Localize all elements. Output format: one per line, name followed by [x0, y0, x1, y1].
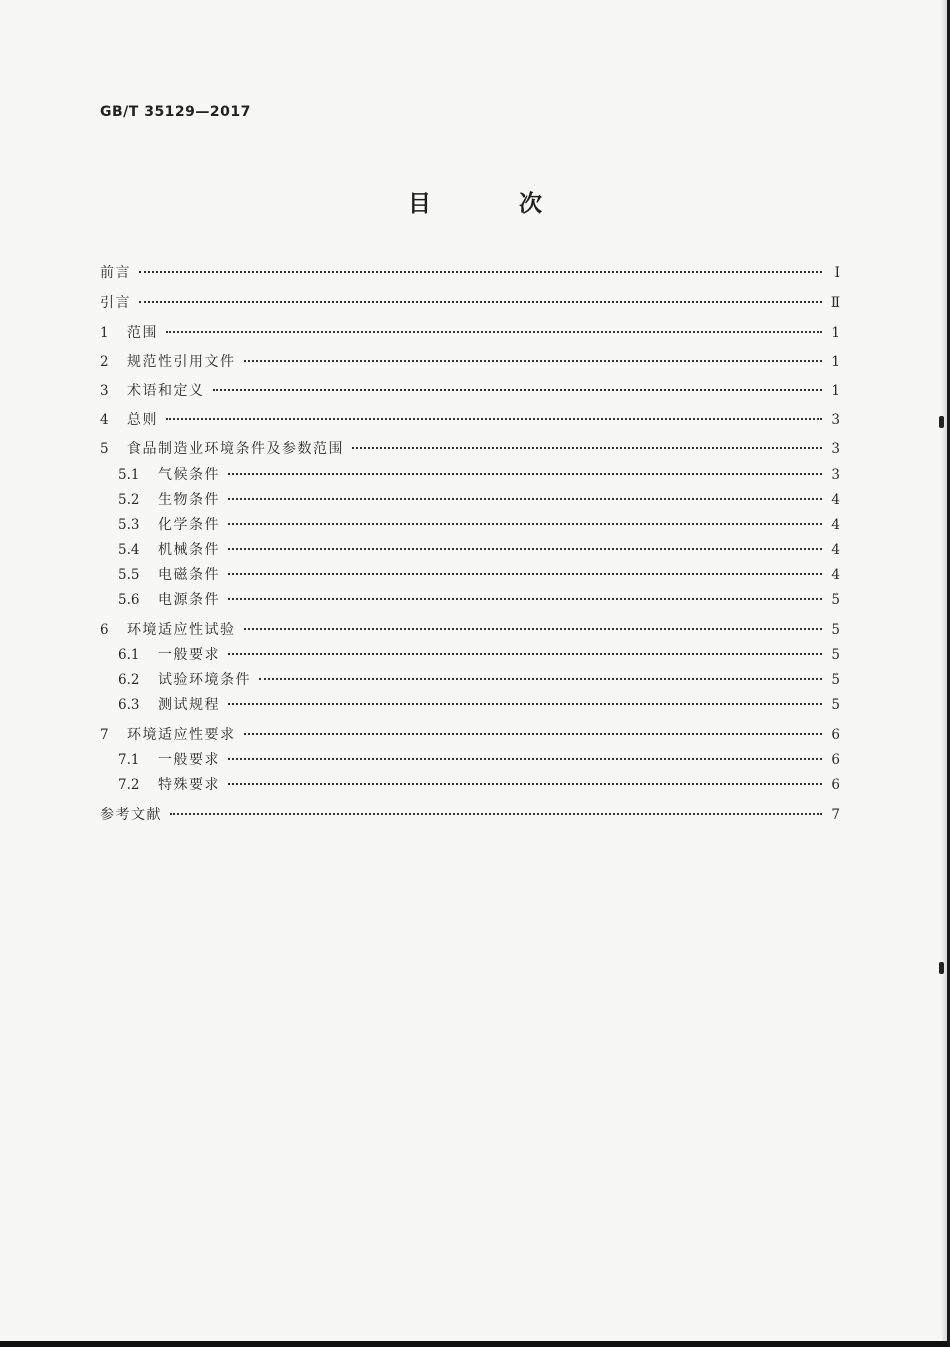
dot-leader [166, 331, 822, 333]
toc-entry[interactable] [100, 539, 840, 561]
dot-leader [228, 523, 822, 525]
toc-entry-page-number: 1 [831, 354, 840, 370]
toc-entry-page-number: 3 [831, 441, 840, 457]
toc-entry[interactable] [100, 724, 840, 746]
toc-entry-number: 5 [100, 441, 109, 457]
toc-entry-page-number: 4 [831, 567, 840, 583]
toc-entry[interactable] [100, 292, 840, 314]
toc-entry-page-number: 5 [831, 622, 840, 638]
toc-entry[interactable] [100, 564, 840, 586]
toc-entry-page-number: 4 [831, 517, 840, 533]
toc-entry[interactable] [100, 514, 840, 536]
standard-number: GB/T 35129—2017 [100, 104, 251, 120]
toc-entry-label: 一般要求 [158, 752, 220, 768]
toc-entry-label: 参考文献 [100, 807, 162, 823]
toc-entry-page-number: Ⅱ [830, 295, 840, 311]
page-title: 目 次 [407, 191, 582, 217]
dot-leader [244, 360, 823, 362]
toc-entry-page-number: 6 [831, 727, 840, 743]
toc-entry[interactable] [100, 644, 840, 666]
dot-leader [228, 758, 822, 760]
toc-entry-page-number: 5 [831, 672, 840, 688]
toc-entry-page-number: 5 [831, 647, 840, 663]
dot-leader [228, 573, 822, 575]
toc-entry-label: 前言 [100, 265, 131, 281]
toc-entry[interactable] [100, 380, 840, 402]
toc-entry-number: 2 [100, 354, 109, 370]
toc-entry-number: 6.1 [118, 647, 140, 663]
toc-entry[interactable] [100, 464, 840, 486]
toc-entry-number: 5.5 [118, 567, 140, 583]
toc-entry-number: 6.2 [118, 672, 140, 688]
toc-entry-number: 4 [100, 412, 109, 428]
toc-entry-label: 特殊要求 [158, 777, 220, 793]
dot-leader [213, 389, 823, 391]
toc-entry-number: 3 [100, 383, 109, 399]
dot-leader [244, 733, 823, 735]
toc-entry[interactable] [100, 489, 840, 511]
dot-leader [228, 783, 822, 785]
toc-entry-number: 5.3 [118, 517, 140, 533]
toc-entry-page-number: 5 [831, 697, 840, 713]
toc-entry-label: 环境适应性要求 [127, 727, 236, 743]
toc-entry[interactable] [100, 409, 840, 431]
dot-leader [228, 498, 822, 500]
toc-entry-page-number: 4 [831, 492, 840, 508]
toc-entry-label: 术语和定义 [127, 383, 205, 399]
toc-entry-page-number: 5 [831, 592, 840, 608]
toc-entry-label: 化学条件 [158, 517, 220, 533]
dot-leader [139, 271, 822, 273]
toc-entry-number: 6 [100, 622, 109, 638]
toc-entry-page-number: 3 [831, 412, 840, 428]
dot-leader [228, 653, 822, 655]
toc-entry-number: 5.2 [118, 492, 140, 508]
toc-entry-label: 总则 [127, 412, 158, 428]
toc-entry-label: 食品制造业环境条件及参数范围 [127, 441, 344, 457]
dot-leader [139, 301, 822, 303]
toc-entry-page-number: 6 [831, 752, 840, 768]
dot-leader [259, 678, 822, 680]
toc-entry-label: 电磁条件 [158, 567, 220, 583]
dot-leader [228, 548, 822, 550]
dot-leader [166, 418, 822, 420]
toc-entry[interactable] [100, 589, 840, 611]
dot-leader [228, 598, 822, 600]
toc-entry-page-number: Ⅰ [834, 265, 840, 281]
toc-entry[interactable] [100, 804, 840, 826]
toc-entry-page-number: 4 [831, 542, 840, 558]
toc-entry[interactable] [100, 438, 840, 460]
toc-entry-number: 1 [100, 325, 109, 341]
toc-entry-label: 一般要求 [158, 647, 220, 663]
toc-entry-page-number: 1 [831, 383, 840, 399]
toc-entry-number: 7.1 [118, 752, 140, 768]
scan-mark [939, 962, 944, 974]
toc-entry-number: 7 [100, 727, 109, 743]
dot-leader [244, 628, 823, 630]
toc-entry-page-number: 6 [831, 777, 840, 793]
toc-entry[interactable] [100, 774, 840, 796]
scan-mark [939, 416, 944, 428]
toc-entry-number: 5.1 [118, 467, 140, 483]
toc-entry-number: 5.6 [118, 592, 140, 608]
toc-entry[interactable] [100, 322, 840, 344]
toc-entry-page-number: 7 [831, 807, 840, 823]
toc-entry-label: 规范性引用文件 [127, 354, 236, 370]
toc-entry-label: 环境适应性试验 [127, 622, 236, 638]
toc-entry[interactable] [100, 262, 840, 284]
toc-entry[interactable] [100, 749, 840, 771]
toc-entry-label: 电源条件 [158, 592, 220, 608]
toc-entry[interactable] [100, 694, 840, 716]
toc-entry-label: 生物条件 [158, 492, 220, 508]
toc-entry[interactable] [100, 669, 840, 691]
toc-entry-number: 7.2 [118, 777, 140, 793]
toc-entry-label: 机械条件 [158, 542, 220, 558]
toc-entry-label: 测试规程 [158, 697, 220, 713]
toc-entry-label: 范围 [127, 325, 158, 341]
dot-leader [228, 703, 822, 705]
toc-entry-number: 5.4 [118, 542, 140, 558]
toc-entry-page-number: 3 [831, 467, 840, 483]
toc-entry-label: 气候条件 [158, 467, 220, 483]
dot-leader [170, 813, 822, 815]
dot-leader [352, 447, 822, 449]
toc-entry-label: 引言 [100, 295, 131, 311]
toc-entry[interactable] [100, 351, 840, 373]
toc-entry[interactable] [100, 619, 840, 641]
toc-entry-number: 6.3 [118, 697, 140, 713]
toc-entry-label: 试验环境条件 [158, 672, 251, 688]
dot-leader [228, 473, 822, 475]
toc-entry-page-number: 1 [831, 325, 840, 341]
